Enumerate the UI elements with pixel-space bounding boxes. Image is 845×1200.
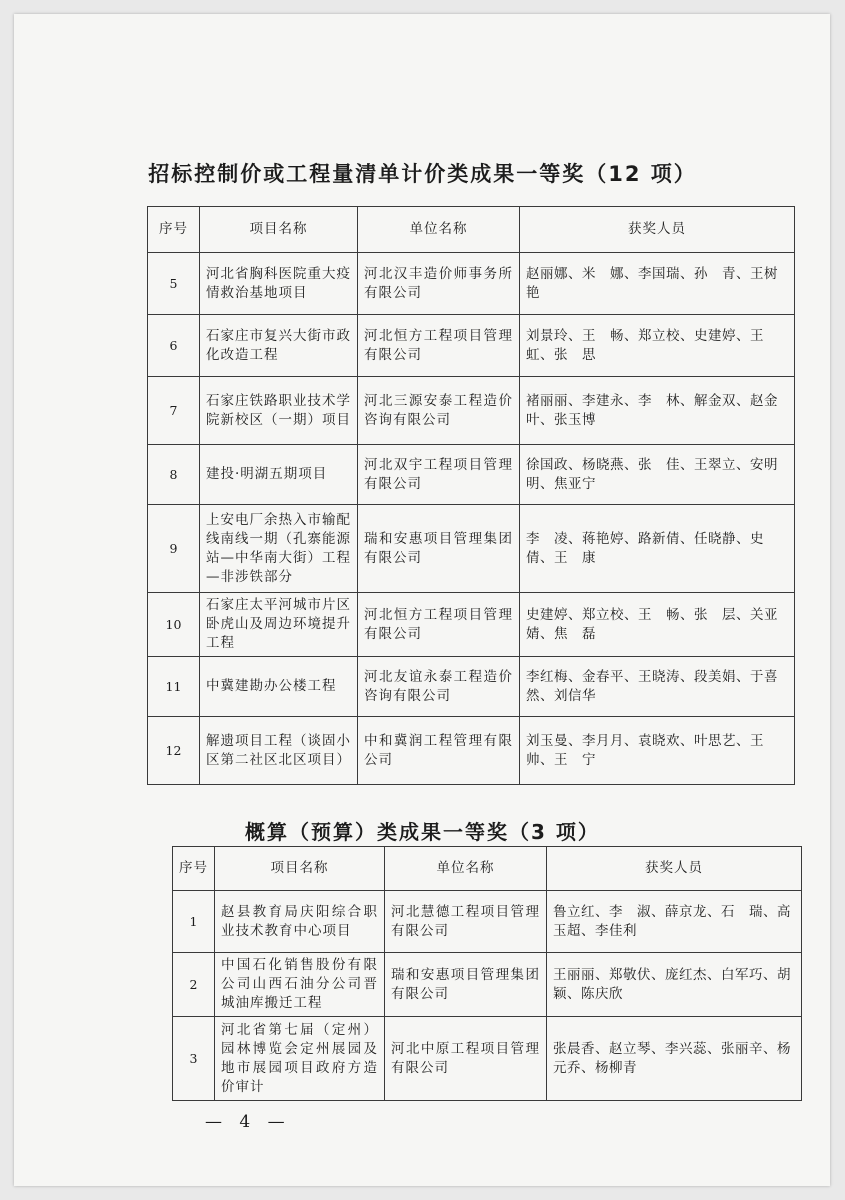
table-row (173, 953, 802, 1017)
row-serial: 11 (148, 657, 200, 717)
table-row (148, 505, 795, 593)
row-people: 王丽丽、郑敬伏、庞红杰、白军巧、胡 颖、陈庆欣 (547, 953, 802, 1017)
table-row (148, 315, 795, 377)
row-people: 张晨香、赵立琴、李兴蕊、张丽辛、杨元乔、杨柳青 (547, 1017, 802, 1101)
row-project: 石家庄铁路职业技术学院新校区（一期）项目 (200, 377, 358, 445)
row-people: 李红梅、金春平、王晓涛、段美娟、于喜然、刘信华 (520, 657, 795, 717)
row-serial: 8 (148, 445, 200, 505)
awards-table-estimate (172, 846, 805, 1101)
row-unit: 河北恒方工程项目管理有限公司 (358, 593, 520, 657)
row-project: 河北省第七届（定州）园林博览会定州展园及地市展园项目政府方造价审计 (215, 1017, 385, 1101)
table-row (148, 253, 795, 315)
row-people: 史建婷、郑立校、王 畅、张 层、关亚婧、焦 磊 (520, 593, 795, 657)
row-unit: 河北中原工程项目管理有限公司 (385, 1017, 547, 1101)
row-serial: 12 (148, 717, 200, 785)
header-serial: 序号 (173, 847, 215, 891)
row-serial: 10 (148, 593, 200, 657)
row-project: 中国石化销售股份有限公司山西石油分公司晋城油库搬迁工程 (215, 953, 385, 1017)
row-project: 建投·明湖五期项目 (200, 445, 358, 505)
header-people: 获奖人员 (520, 207, 795, 253)
row-people: 赵丽娜、米 娜、李国瑞、孙 青、王树艳 (520, 253, 795, 315)
row-project: 中冀建勘办公楼工程 (200, 657, 358, 717)
section-title-bid-control: 招标控制价或工程量清单计价类成果一等奖（12 项） (148, 162, 697, 186)
header-unit: 单位名称 (385, 847, 547, 891)
row-unit: 中和冀润工程管理有限公司 (358, 717, 520, 785)
table-header-row (173, 847, 802, 891)
row-serial: 7 (148, 377, 200, 445)
table-row (173, 891, 802, 953)
header-serial: 序号 (148, 207, 200, 253)
row-unit: 河北友谊永泰工程造价咨询有限公司 (358, 657, 520, 717)
row-unit: 河北双宇工程项目管理有限公司 (358, 445, 520, 505)
table-row (148, 377, 795, 445)
table-row (148, 717, 795, 785)
row-serial: 9 (148, 505, 200, 593)
table-header-row (148, 207, 795, 253)
row-serial: 5 (148, 253, 200, 315)
table-row (148, 657, 795, 717)
row-unit: 河北汉丰造价师事务所有限公司 (358, 253, 520, 315)
row-project: 石家庄太平河城市片区卧虎山及周边环境提升工程 (200, 593, 358, 657)
row-project: 赵县教育局庆阳综合职业技术教育中心项目 (215, 891, 385, 953)
row-unit: 河北慧德工程项目管理有限公司 (385, 891, 547, 953)
row-project: 上安电厂余热入市输配线南线一期（孔寨能源站—中华南大街）工程—非涉铁部分 (200, 505, 358, 593)
header-project: 项目名称 (200, 207, 358, 253)
row-people: 刘玉曼、李月月、袁晓欢、叶思艺、王 帅、王 宁 (520, 717, 795, 785)
header-project: 项目名称 (215, 847, 385, 891)
row-people: 鲁立红、李 淑、薛京龙、石 瑞、高玉超、李佳利 (547, 891, 802, 953)
header-people: 获奖人员 (547, 847, 802, 891)
row-serial: 2 (173, 953, 215, 1017)
row-project: 石家庄市复兴大街市政化改造工程 (200, 315, 358, 377)
page-number: — 4 — (205, 1112, 291, 1132)
row-people: 徐国政、杨晓燕、张 佳、王翠立、安明明、焦亚宁 (520, 445, 795, 505)
row-serial: 1 (173, 891, 215, 953)
section-title-estimate: 概算（预算）类成果一等奖（3 项） (245, 820, 600, 844)
row-people: 褚丽丽、李建永、李 林、解金双、赵金叶、张玉博 (520, 377, 795, 445)
row-serial: 6 (148, 315, 200, 377)
header-unit: 单位名称 (358, 207, 520, 253)
row-project: 河北省胸科医院重大疫情救治基地项目 (200, 253, 358, 315)
row-people: 刘景玲、王 畅、郑立校、史建婷、王 虹、张 思 (520, 315, 795, 377)
table-row (173, 1017, 802, 1101)
row-unit: 瑞和安惠项目管理集团有限公司 (358, 505, 520, 593)
table-row (148, 593, 795, 657)
row-project: 解遗项目工程（谈固小区第二社区北区项目） (200, 717, 358, 785)
table-row (148, 445, 795, 505)
row-unit: 瑞和安惠项目管理集团有限公司 (385, 953, 547, 1017)
row-people: 李 凌、蒋艳婷、路新倩、任晓静、史 倩、王 康 (520, 505, 795, 593)
awards-table-bid-control (147, 206, 795, 785)
row-serial: 3 (173, 1017, 215, 1101)
row-unit: 河北恒方工程项目管理有限公司 (358, 315, 520, 377)
row-unit: 河北三源安泰工程造价咨询有限公司 (358, 377, 520, 445)
